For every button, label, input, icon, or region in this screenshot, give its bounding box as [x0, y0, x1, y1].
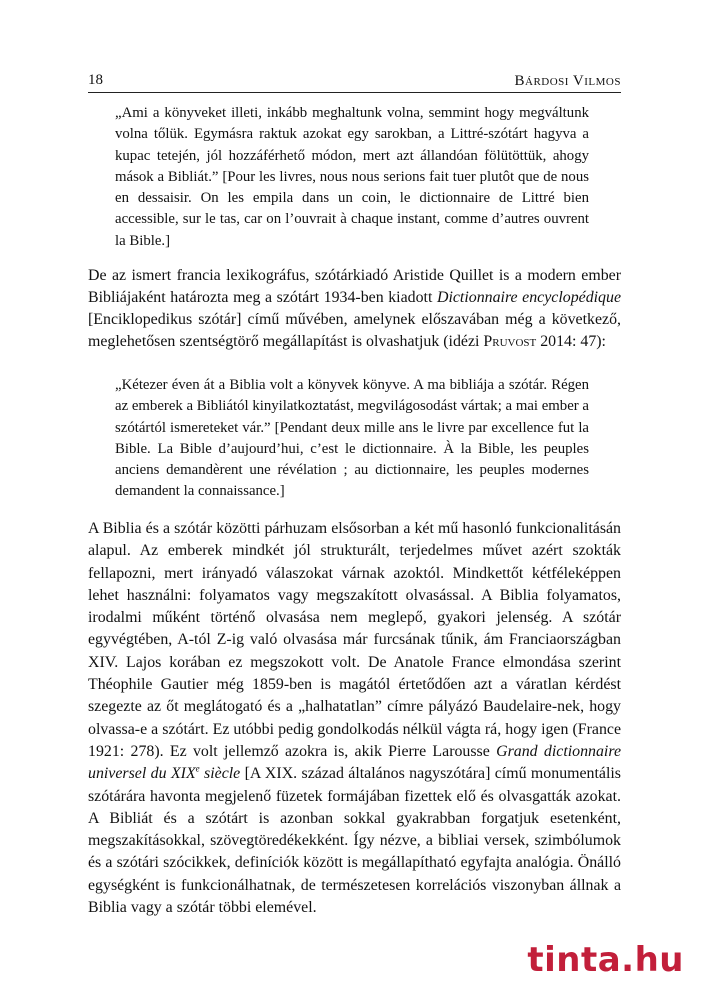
- paragraph-2-text-a: A Biblia és a szótár közötti párhuzam elsősorban a két mű hasonló funkcionalitásán alapul. Az emberek mindkét jól strukturált, terjedelmes művet azért szokták fellapozni, mert irányadó válaszokat várnak azoktól. Mindkettőt kétféleképpen lehet használni: folyamatos vagy megszakított olvasással. A Biblia folyamatos, irodalmi műként történő olvasása nem meglepő, gyakori jelenség. A szótár egyvégtében, A-tól Z-ig való olvasása már furcsának tűnik, ám Franciaországban XIV. Lajos korában ez megszokott volt. De Anatole France elmondása szerint Théophile Gautier még 1859-ben is magától értetődően azt a váratlan kérdést szegezte az őt meglátogató és a „halhatatlan” címre pályázó Baudelaire-nek, hogy olvassa-e a szótárt. Ez utóbbi pedig gondolkodás nélkül vágta rá, hogy igen (France 1921: 278). Ez volt jellemző azokra is, akik Pierre Larousse: [88, 520, 621, 760]
- paragraph-1-text-c: 2014: 47):: [536, 333, 606, 351]
- paragraph-1-text-a: De az ismert francia lexikográfus, szótárkiadó Aristide Quillet is a modern ember Bibliájaként határozta meg a szótárt 1934-ben kiadott: [88, 267, 621, 307]
- block-quote-1-text: „Ami a könyveket illeti, inkább meghaltunk volna, semmint hogy megváltunk volna tőlük. Egymásra raktuk azokat egy sarokban, a Littré-szótárt hagyva a kupac tetején, jól hozzáférhető módon, mert azt állandóan fölütöttük, ahogy mások a Bibliát.” [Pour les livres, nous nous serions fait tuer plutôt que de nous en dessaisir. On les empila dans un coin, le dictionnaire de Littré bien accessible, sur le tas, car on l’ouvrait à chaque instant, comme d’autres ouvrent la Bible.]: [115, 105, 589, 249]
- block-quote-1: [115, 103, 589, 252]
- running-header: [88, 70, 621, 93]
- paragraph-1-text-b: [Enciklopedikus szótár] című művében, amelynek előszavában még a következő, meglehetősen szentségtörő megállapítást is olvashatjuk (idézi: [88, 311, 621, 351]
- paragraph-1-title: Dictionnaire encyclopédique: [436, 289, 621, 307]
- paragraph-1: [88, 265, 621, 353]
- paragraph-2-text-b: [A XIX. század általános nagyszótára] című monumentális szótárára havonta megjelenő füzetek formájában fizettek elő és olvasgatták azokat. A Bibliát és a szótárt is azonban sokkal gyakrabban forgatjuk esetenként, megszakításokkal, szövegtöredékekként. Így nézve, a bibliai versek, szimbólumok és a szótári szócikkek, definíciók között is megállapítható egyfajta analógia. Önálló egységként is funkcionálhatnak, de természetesen korrelációs viszonyban állnak a Biblia vagy a szótár többi elemével.: [88, 765, 621, 917]
- cited-author: Pruvost: [483, 333, 537, 351]
- page-number: 18: [88, 72, 103, 88]
- block-quote-2-text: „Kétezer éven át a Biblia volt a könyvek könyve. A ma bibliája a szótár. Régen az emberek a Bibliától kinyilatkoztatást, megvilágosodást vártak; a mai ember a szótártól ismereteket vár.” [Pendant deux mille ans le livre par excellence fut la Bible. La Bible d’aujourd’hui, c’est le dictionnaire. À la Bible, les peuples anciens demandèrent une révélation ; au dictionnaire, les peuples modernes demandent la connaissance.]: [115, 377, 589, 500]
- paragraph-2-title: Grand dictionnaire universel du XIXe siècle: [88, 742, 621, 783]
- watermark-logo: tinta.hu: [527, 940, 684, 980]
- running-author: Bárdosi Vilmos: [514, 73, 621, 89]
- paragraph-2: [88, 518, 621, 919]
- block-quote-2: [115, 375, 589, 503]
